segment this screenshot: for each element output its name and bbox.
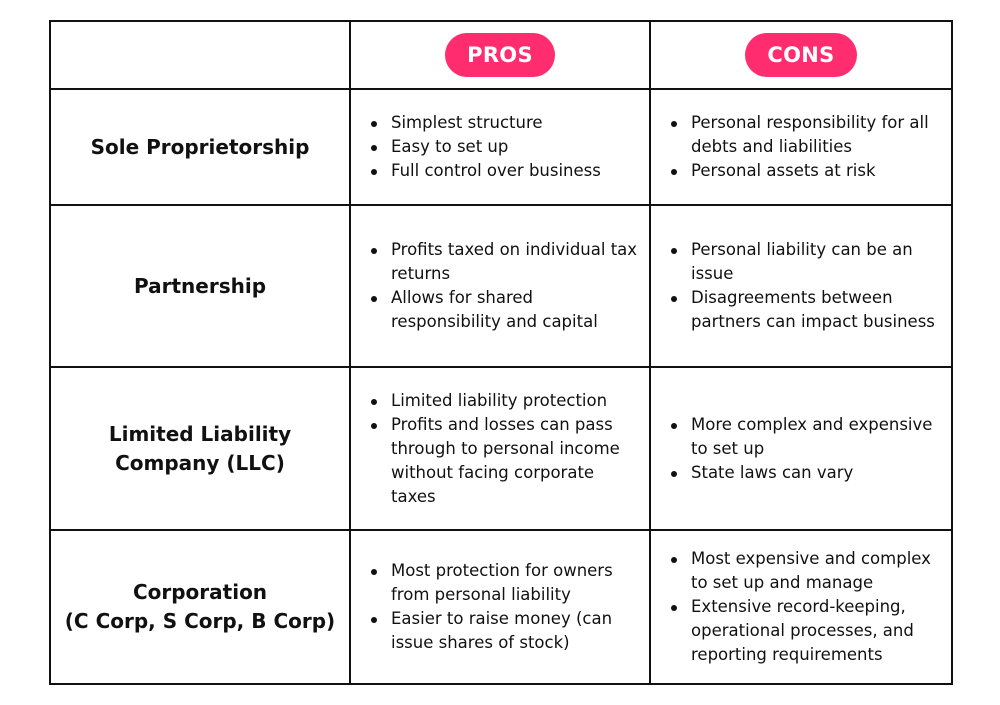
pros-cell — [350, 367, 650, 530]
pros-cell — [350, 530, 650, 684]
cons-cell — [650, 89, 952, 205]
entity-cell — [50, 205, 350, 367]
list-item: Personal assets at risk — [691, 159, 941, 183]
cons-list — [651, 413, 951, 485]
entity-name-line-2: (C Corp, S Corp, B Corp) — [64, 609, 336, 633]
entity-name-line-1: Corporation — [132, 580, 268, 604]
cons-list — [651, 547, 951, 667]
pros-list — [351, 559, 649, 655]
list-item: Limited liability protection — [391, 389, 639, 413]
header-pros-cell — [350, 21, 650, 89]
entity-name: Partnership — [133, 273, 267, 298]
pros-cell — [350, 89, 650, 205]
list-item: State laws can vary — [691, 461, 941, 485]
table-row — [50, 89, 952, 205]
entity-cell — [50, 367, 350, 530]
table-row — [50, 205, 952, 367]
entity-name-line-2: Company (LLC) — [115, 450, 285, 475]
entity-cell — [50, 89, 350, 205]
list-item: Disagreements between partners can impact business — [691, 286, 941, 334]
pros-list — [351, 238, 649, 334]
list-item: More complex and expensive to set up — [691, 413, 941, 461]
list-item: Most protection for owners from personal liability — [391, 559, 639, 607]
list-item: Most expensive and complex to set up and manage — [691, 547, 941, 595]
list-item: Easy to set up — [391, 135, 639, 159]
list-item: Extensive record-keeping, operational processes, and reporting requirements — [691, 595, 941, 667]
cons-cell — [650, 530, 952, 684]
header-corner-cell — [50, 21, 350, 89]
header-row — [50, 21, 952, 89]
entity-name-line-1: Limited Liability — [108, 421, 292, 446]
cons-list — [651, 238, 951, 334]
pros-list — [351, 389, 649, 509]
list-item: Full control over business — [391, 159, 639, 183]
pros-cell — [350, 205, 650, 367]
list-item: Profits and losses can pass through to personal income without facing corporate taxes — [391, 413, 639, 509]
comparison-table — [49, 20, 953, 685]
list-item: Simplest structure — [391, 111, 639, 135]
header-cons-cell — [650, 21, 952, 89]
pros-badge: PROS — [445, 33, 555, 77]
pros-list — [351, 111, 649, 183]
cons-cell — [650, 205, 952, 367]
entity-cell — [50, 530, 350, 684]
cons-badge: CONS — [745, 33, 856, 77]
list-item: Profits taxed on individual tax returns — [391, 238, 639, 286]
list-item: Allows for shared responsibility and capital — [391, 286, 639, 334]
table-row — [50, 530, 952, 684]
table-row — [50, 367, 952, 530]
list-item: Personal responsibility for all debts and liabilities — [691, 111, 941, 159]
list-item: Personal liability can be an issue — [691, 238, 941, 286]
cons-list — [651, 111, 951, 183]
entity-name: Sole Proprietorship — [90, 134, 310, 159]
list-item: Easier to raise money (can issue shares of stock) — [391, 607, 639, 655]
cons-cell — [650, 367, 952, 530]
